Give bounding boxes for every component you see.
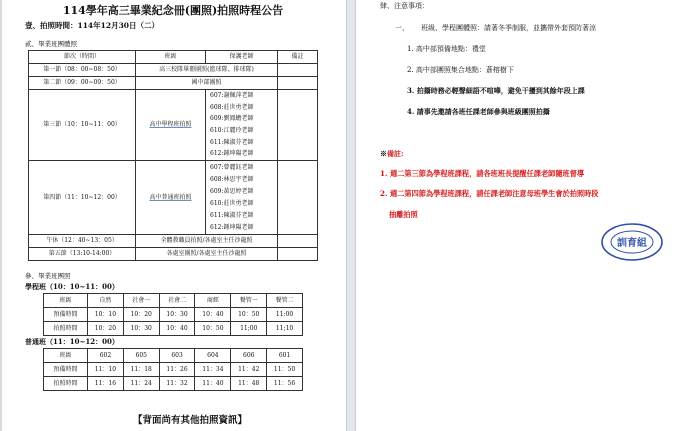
teacher-item: 607:曾麗鈺老師 [210, 163, 254, 171]
class-cell: 高中普通班拍照 [136, 161, 206, 235]
time-cell: 11：50 [267, 363, 303, 377]
note-1: 1. 週二第三節為學程班課程，請各班班長提醒任課老師隨班督導 [380, 169, 585, 178]
teachers-cell [206, 90, 278, 161]
header-cell: 班級 [136, 51, 206, 64]
table-row [29, 90, 318, 161]
back-page-notice: 【背面尚有其他拍照資訊】 [132, 415, 247, 426]
notes-heading: 肆、注意事項： [380, 2, 429, 10]
note-label [380, 149, 404, 159]
time-cell: 10：40 [195, 308, 231, 322]
header-cell: 606 [231, 349, 267, 363]
time-cell: 11;00 [231, 322, 267, 336]
header-cell: 保護老師 [206, 51, 278, 64]
class-cell: 全體教職員拍照/各處室主任沙龍照 [136, 235, 278, 248]
note-cell [278, 161, 318, 235]
note-2: 2. 週二第四節為學程班課程，請任課老師注意母班學生會於拍照時段 [380, 189, 599, 198]
teacher-item: 609:黃思婷老師 [210, 187, 254, 195]
time-cell: 11：32 [159, 377, 195, 391]
item1-text: 班級、學程團體照：請著冬季制服，並攜帶外套預防著涼 [421, 24, 596, 32]
teacher-item: 612:鍾坤陽老師 [210, 223, 254, 231]
teacher-item: 607:謝佩萍老師 [210, 92, 254, 100]
time-cell: 11：16 [88, 377, 124, 391]
class-cell: 高三校隊畢冊團照(籃球隊、排球隊) [136, 64, 278, 77]
general-class-table [43, 348, 303, 391]
table-row [44, 363, 303, 377]
teacher-item: 608:莊世勇老師 [210, 103, 254, 111]
section3-heading: 參、畢業班團照 [25, 272, 71, 280]
teacher-item: 612:鍾坤陽老師 [210, 150, 254, 158]
header-cell: 班級 [44, 349, 88, 363]
period-cell: 第二節（09：00~09：50） [29, 77, 136, 90]
header-cell: 班級 [44, 294, 88, 308]
time-cell: 10：20 [123, 308, 159, 322]
header-cell: 自然 [88, 294, 124, 308]
table-row [29, 64, 318, 77]
class-cell: 各處室團照/各處室主任沙龍照 [136, 248, 278, 261]
class-cell: 高中學程班拍照 [136, 90, 206, 161]
note-label-text: 備註: [387, 149, 404, 158]
time-cell: 10：50 [231, 308, 267, 322]
time-cell: 10：30 [123, 322, 159, 336]
teacher-item: 611:陳淑芬老師 [210, 211, 254, 219]
teacher-item: 610:江麗玲老師 [210, 127, 254, 134]
teachers-cell [206, 161, 278, 235]
header-cell: 社會一 [123, 294, 159, 308]
office-seal-stamp [600, 222, 664, 262]
table-row [29, 161, 318, 235]
table-row [44, 322, 303, 336]
row-label: 拍照時間 [44, 322, 88, 336]
time-cell: 10：10 [88, 308, 124, 322]
table-header-row [29, 51, 318, 64]
time-cell: 11：26 [159, 363, 195, 377]
table-row [44, 377, 303, 391]
class-cell: 國中部團照 [136, 77, 278, 90]
note-cell [278, 248, 318, 261]
teacher-item: 610:莊世勇老師 [210, 199, 254, 207]
header-cell: 商經 [195, 294, 231, 308]
time-cell: 10：20 [88, 322, 124, 336]
row-label: 預備時間 [44, 363, 88, 377]
row-label: 拍照時間 [44, 377, 88, 391]
time-cell: 11：24 [123, 377, 159, 391]
date-line: 壹、拍照時間：114年12月30日（二） [25, 21, 160, 30]
teacher-item: 611:陳淑芬老師 [210, 138, 254, 146]
period-cell: 第三節（10：10~11：00） [29, 90, 136, 161]
period-cell: 第五節（13:10-14:00） [29, 248, 136, 261]
table-row [44, 308, 303, 322]
header-cell: 備註 [278, 51, 318, 64]
page-gutter [346, 0, 356, 431]
time-cell: 11：34 [195, 363, 231, 377]
subitem-3: 3. 拍攝時務必輕聲細語不喧嘩，避免干擾到其餘年段上課 [407, 86, 585, 95]
section2-heading: 貳、畢業班團體照 [25, 40, 77, 48]
teacher-item: 609:劉鳳蟾老師 [210, 115, 254, 123]
header-cell: 餐管二 [267, 294, 303, 308]
teacher-item: 608:林思宇老師 [210, 175, 254, 183]
time-cell: 11;10 [267, 322, 303, 336]
item1-number: 一、 [395, 24, 409, 32]
note-cell [278, 235, 318, 248]
table-row [29, 248, 318, 261]
header-cell: 602 [88, 349, 124, 363]
note-cell [278, 77, 318, 90]
header-cell: 601 [267, 349, 303, 363]
note-2-continued: 抽離拍照 [389, 210, 418, 219]
time-cell: 11：56 [267, 377, 303, 391]
header-cell: 社會二 [159, 294, 195, 308]
header-cell: 605 [123, 349, 159, 363]
time-cell: 11：40 [195, 377, 231, 391]
table-header-row [44, 294, 303, 308]
note-mark: ※ [380, 149, 387, 158]
time-cell: 11：10 [88, 363, 124, 377]
subitem-1: 1. 高中部預備地點：禮堂 [407, 45, 486, 53]
table-row [29, 77, 318, 90]
time-cell: 10：50 [195, 322, 231, 336]
time-cell: 10：40 [159, 322, 195, 336]
program-class-label: 學程班（10：10~11：00） [25, 282, 119, 291]
page-edge [0, 0, 2, 431]
period-cell: 第一節（08：00~08：50） [29, 64, 136, 77]
period-cell: 第四節（11：10~12：00） [29, 161, 136, 235]
subitem-4: 4. 請事先邀請各班任課老師參與班級團照拍攝 [407, 107, 550, 116]
note-cell [278, 64, 318, 77]
general-class-label: 普通班（11：10~12：00） [25, 337, 119, 346]
time-cell: 10：30 [159, 308, 195, 322]
header-cell: 604 [195, 349, 231, 363]
time-cell: 11：18 [123, 363, 159, 377]
subitem-2: 2. 高中部團照集合地點：蒼榕樹下 [407, 66, 514, 74]
row-label: 預備時間 [44, 308, 88, 322]
svg-text:訓育組: 訓育組 [617, 238, 647, 249]
program-class-table [43, 293, 303, 336]
header-cell: 餐管一 [231, 294, 267, 308]
header-cell: 603 [159, 349, 195, 363]
time-cell: 11：48 [231, 377, 267, 391]
schedule-table [28, 50, 318, 261]
note-cell [278, 90, 318, 161]
header-cell: 節次（時間） [29, 51, 136, 64]
document-title: 114學年高三畢業紀念冊(團照)拍照時程公告 [62, 4, 284, 17]
period-cell: 午休（12：40~13：05） [29, 235, 136, 248]
time-cell: 11：42 [231, 363, 267, 377]
table-row [29, 235, 318, 248]
table-header-row [44, 349, 303, 363]
time-cell: 11:00 [267, 308, 303, 322]
